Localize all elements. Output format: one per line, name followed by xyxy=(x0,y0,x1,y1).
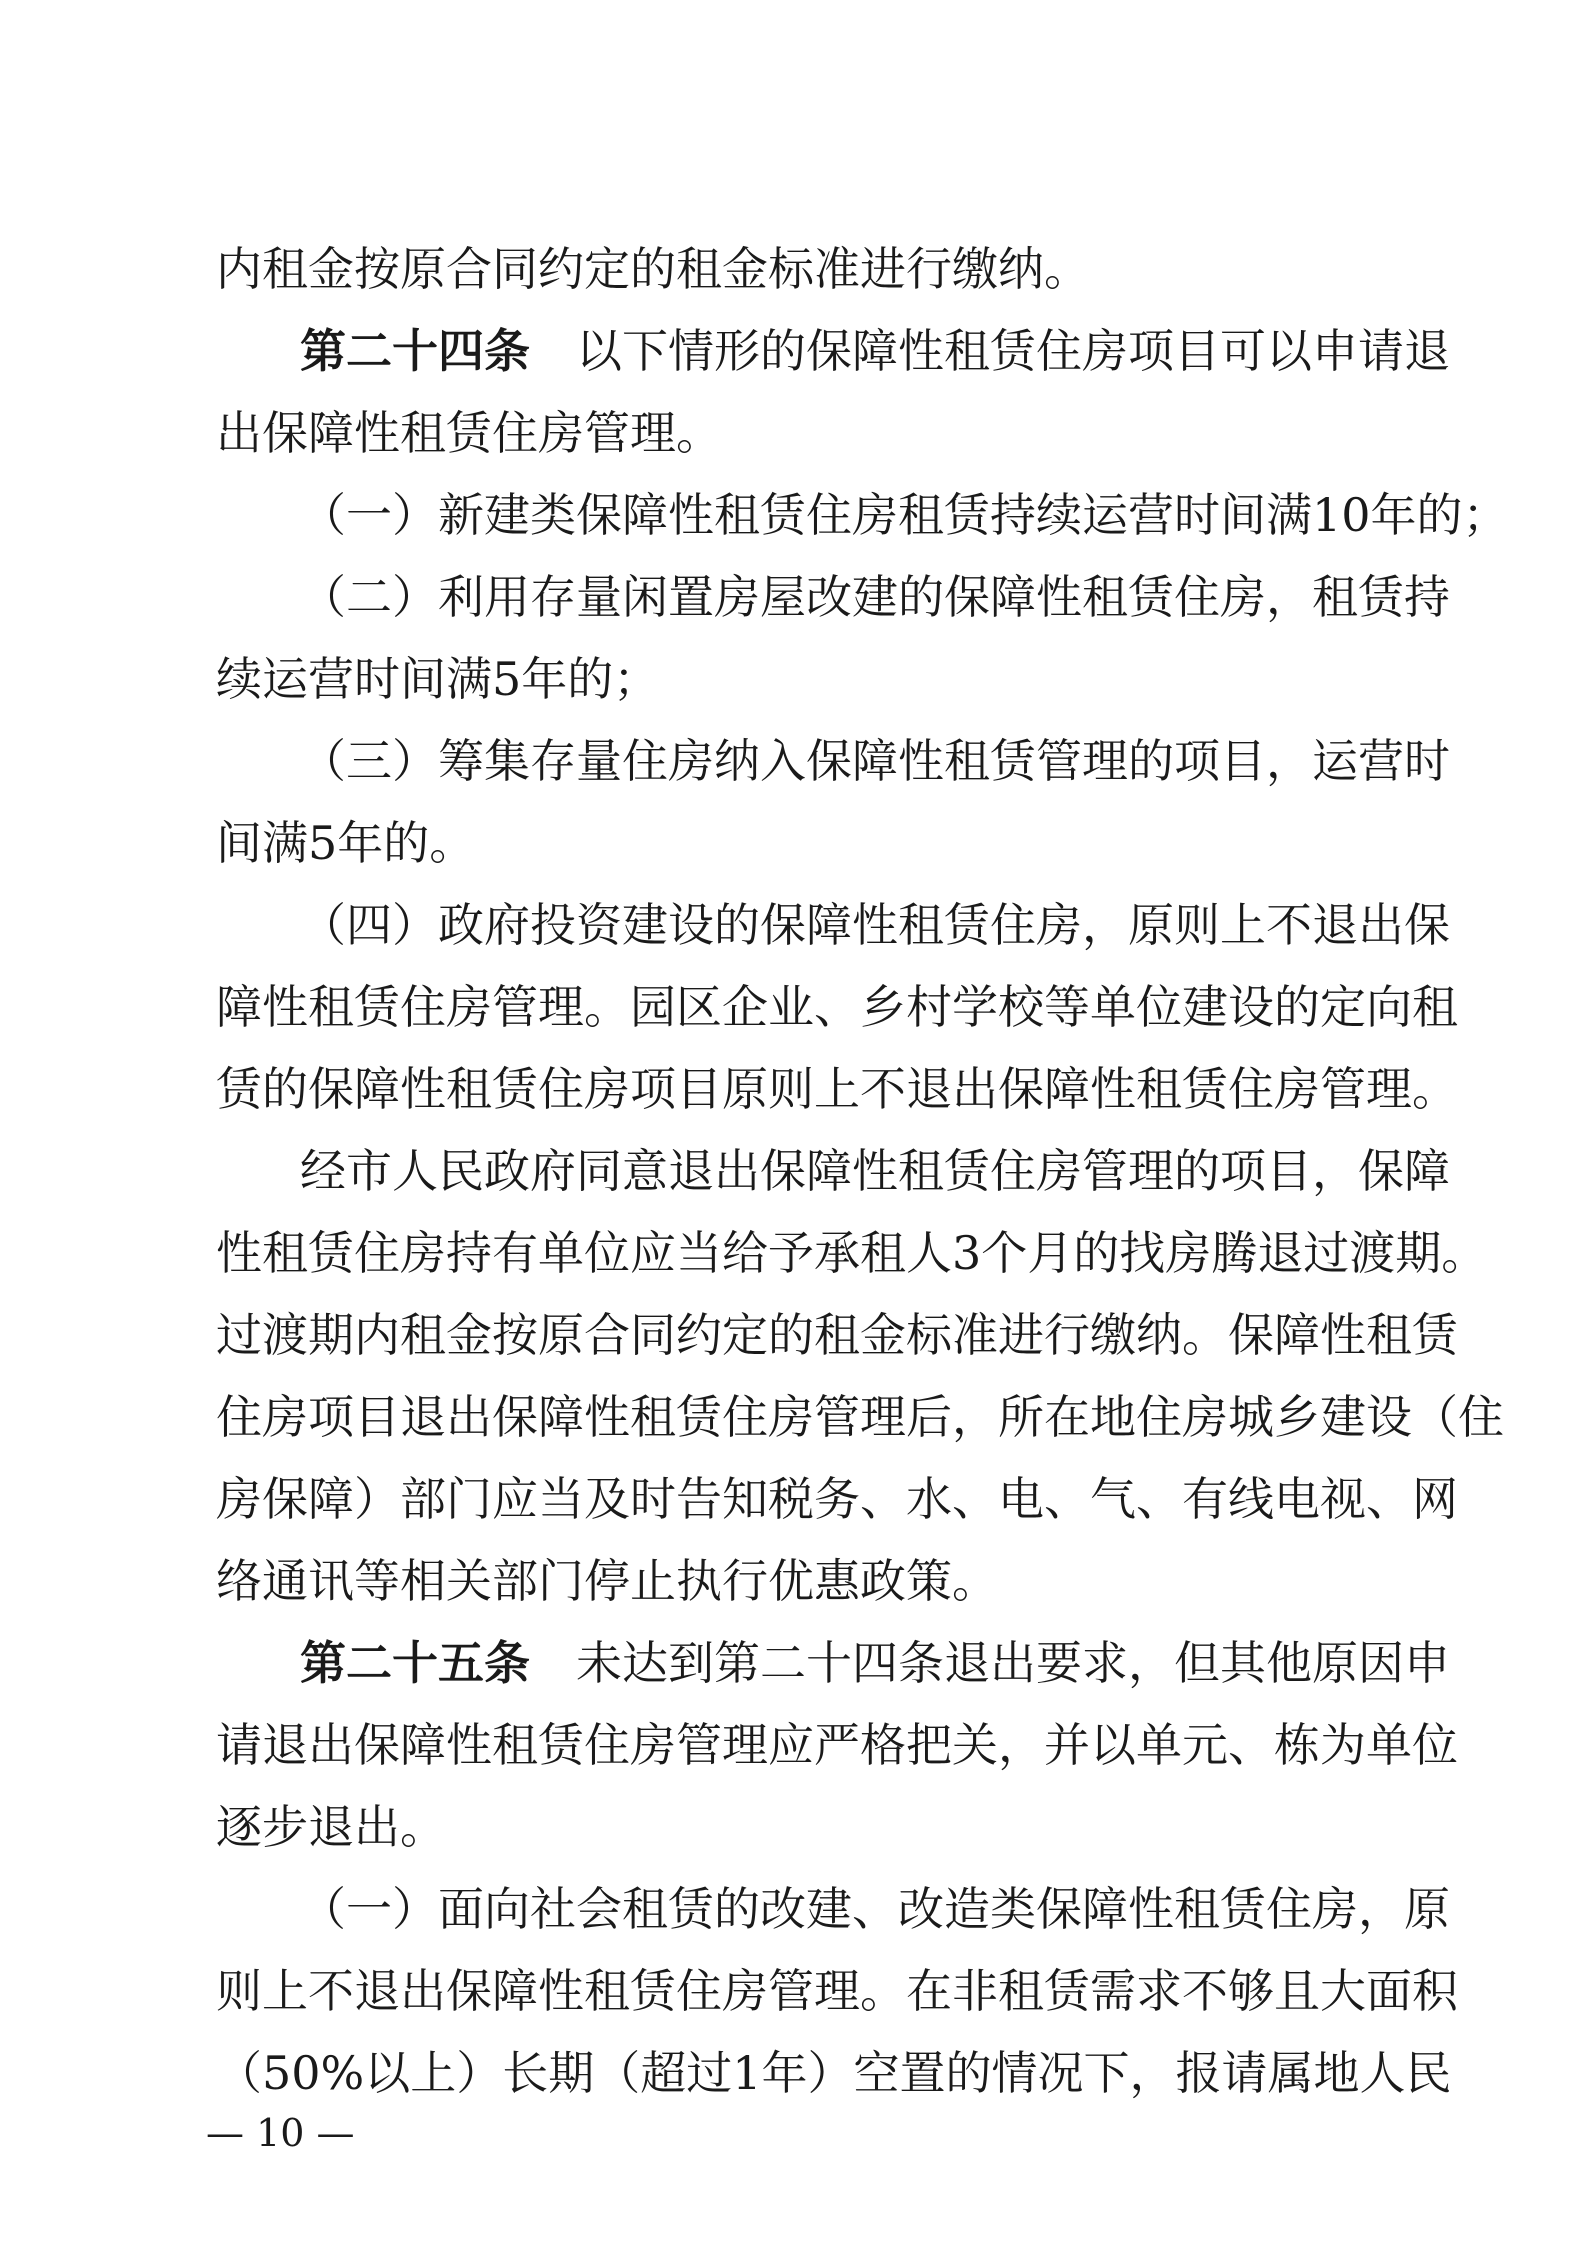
text-line: 性租赁住房持有单位应当给予承租人3个月的找房腾退过渡期。 xyxy=(216,1226,1488,1280)
text-line: 出保障性租赁住房管理。 xyxy=(216,406,722,460)
text-line: 过渡期内租金按原合同约定的租金标准进行缴纳。保障性租赁 xyxy=(216,1308,1458,1362)
article-25-text: 未达到第二十四条退出要求，但其他原因申 xyxy=(576,1636,1450,1690)
list-item: （一）新建类保障性租赁住房租赁持续运营时间满10年的； xyxy=(300,488,1509,542)
article-24-line xyxy=(300,320,1450,382)
paragraph-line: 经市人民政府同意退出保障性租赁住房管理的项目，保障 xyxy=(300,1144,1450,1198)
list-item: （三）筹集存量住房纳入保障性租赁管理的项目，运营时 xyxy=(300,734,1450,788)
text-line: 续运营时间满5年的； xyxy=(216,652,660,706)
list-item: （二）利用存量闲置房屋改建的保障性租赁住房，租赁持 xyxy=(300,570,1450,624)
text-line: 逐步退出。 xyxy=(216,1800,446,1854)
article-25-line xyxy=(300,1632,1450,1694)
text-line: 请退出保障性租赁住房管理应严格把关，并以单元、栋为单位 xyxy=(216,1718,1458,1772)
page-number: — 10 — xyxy=(206,2111,355,2155)
text-line: 络通讯等相关部门停止执行优惠政策。 xyxy=(216,1554,998,1608)
text-line: 赁的保障性租赁住房项目原则上不退出保障性租赁住房管理。 xyxy=(216,1062,1458,1116)
text-line: 障性租赁住房管理。园区企业、乡村学校等单位建设的定向租 xyxy=(216,980,1458,1034)
text-line: 住房项目退出保障性租赁住房管理后，所在地住房城乡建设（住 xyxy=(216,1390,1504,1444)
text-line: 房保障）部门应当及时告知税务、水、电、气、有线电视、网 xyxy=(216,1472,1458,1526)
text-line: 内租金按原合同约定的租金标准进行缴纳。 xyxy=(216,242,1090,296)
list-item: （一）面向社会租赁的改建、改造类保障性租赁住房，原 xyxy=(300,1882,1450,1936)
text-line: （50%以上）长期（超过1年）空置的情况下，报请属地人民 xyxy=(216,2046,1452,2100)
text-line: 则上不退出保障性租赁住房管理。在非租赁需求不够且大面积 xyxy=(216,1964,1458,2018)
article-24-text: 以下情形的保障性租赁住房项目可以申请退 xyxy=(576,324,1450,378)
article-24-heading: 第二十四条 xyxy=(300,324,530,378)
text-line: 间满5年的。 xyxy=(216,816,476,870)
article-25-heading: 第二十五条 xyxy=(300,1636,530,1690)
list-item: （四）政府投资建设的保障性租赁住房，原则上不退出保 xyxy=(300,898,1450,952)
